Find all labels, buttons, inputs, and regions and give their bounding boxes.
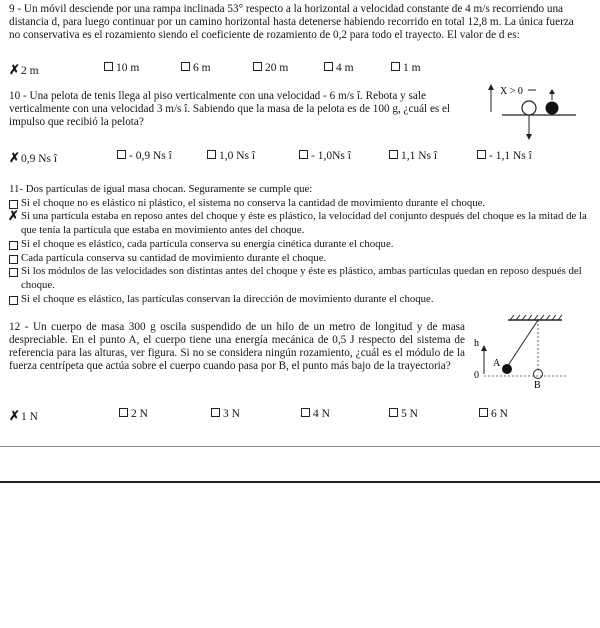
- question-9: [9, 3, 587, 42]
- q12-option-3[interactable]: 3 N: [211, 408, 240, 420]
- q12-option-5[interactable]: 5 N: [389, 408, 418, 420]
- checkbox-icon: [301, 408, 310, 417]
- q10-option-3[interactable]: 1,0 Ns î: [207, 150, 255, 162]
- question-12-options: [9, 408, 549, 422]
- question-10: [9, 90, 471, 129]
- question-11-text: 11- Dos partículas de igual masa chocan. Seguramente se cumple que:: [9, 183, 313, 195]
- checkbox-icon: [9, 255, 18, 264]
- checkbox-icon: [299, 150, 308, 159]
- divider: [0, 481, 600, 483]
- q11-option-6[interactable]: Si el choque es elástico, las partículas conservan la dirección de movimiento durante el choque.: [9, 293, 591, 307]
- checkbox-icon: [9, 268, 18, 277]
- q10-option-4[interactable]: - 1,0Ns î: [299, 150, 351, 162]
- h-label: h: [474, 338, 479, 349]
- q11-option-5[interactable]: Si los módulos de las velocidades son distintas antes del choque y éste es plástico, ambas partículas quedan en reposo después del choque.: [9, 265, 591, 292]
- checkbox-icon: [477, 150, 486, 159]
- selected-check-icon: ✗: [9, 150, 20, 165]
- question-11-options: [9, 197, 591, 307]
- question-11: [9, 183, 591, 306]
- checkbox-icon: [207, 150, 216, 159]
- q12-option-1[interactable]: ✗1 N: [9, 408, 38, 423]
- checkbox-icon: [181, 62, 190, 71]
- q12-option-2[interactable]: 2 N: [119, 408, 148, 420]
- selected-check-icon: ✗: [9, 408, 20, 423]
- checkbox-icon: [253, 62, 262, 71]
- q12-option-6[interactable]: 6 N: [479, 408, 508, 420]
- checkbox-icon: [324, 62, 333, 71]
- checkbox-icon: [9, 200, 18, 209]
- checkbox-icon: [479, 408, 488, 417]
- q9-option-1[interactable]: ✗2 m: [9, 62, 39, 77]
- q9-option-6[interactable]: 1 m: [391, 62, 421, 74]
- checkbox-icon: [211, 408, 220, 417]
- question-12-text: 12 - Un cuerpo de masa 300 g oscila suspendido de un hilo de un metro de longitud y de masa despreciable. En el punto A, el cuerpo tiene una energía mecánica de 0,5 J respecto del sistema de referencia para las alturas, ver figura. Si no se considera ningún rozamiento, ¿cuál es el módulo de la fuerza centrípeta que actúa sobre el cuerpo cuando pasa por B, el punto más bajo de la trayectoria?: [9, 321, 465, 372]
- question-10-options: [9, 150, 589, 164]
- selected-check-icon: ✗: [8, 208, 19, 224]
- point-b-label: B: [534, 380, 541, 390]
- q10-option-5[interactable]: 1,1 Ns î: [389, 150, 437, 162]
- q10-option-6[interactable]: - 1,1 Ns î: [477, 150, 532, 162]
- q9-option-3[interactable]: 6 m: [181, 62, 211, 74]
- q10-option-1[interactable]: ✗0,9 Ns î: [9, 150, 58, 165]
- checkbox-icon: [117, 150, 126, 159]
- question-12: [9, 321, 465, 373]
- checkbox-icon: [389, 150, 398, 159]
- q9-option-2[interactable]: 10 m: [104, 62, 139, 74]
- checkbox-icon: [389, 408, 398, 417]
- checkbox-icon: [9, 241, 18, 250]
- question-10-text: 10 - Una pelota de tenis llega al piso verticalmente con una velocidad - 6 m/s î. Rebota y sale verticalmente con una velocidad 3 m/s î. Sabiendo que la masa de la pelota es de 100 g, ¿cuál es el impulso que recibió la pelota?: [9, 90, 451, 128]
- selected-check-icon: ✗: [9, 62, 20, 77]
- divider: [0, 446, 600, 447]
- q9-option-5[interactable]: 4 m: [324, 62, 354, 74]
- q11-option-1[interactable]: Si el choque no es elástico ni plástico, el sistema no conserva la cantidad de movimiento durante el choque.: [9, 197, 591, 211]
- checkbox-icon: [119, 408, 128, 417]
- checkbox-icon: [391, 62, 400, 71]
- checkbox-icon: [9, 296, 18, 305]
- q11-option-4[interactable]: Cada partícula conserva su cantidad de movimiento durante el choque.: [9, 252, 591, 266]
- zero-label: 0: [474, 370, 479, 381]
- point-a-label: A: [493, 358, 501, 369]
- question-9-options: [9, 62, 569, 76]
- checkbox-icon: [104, 62, 113, 71]
- q11-option-3[interactable]: Si el choque es elástico, cada partícula conserva su energía cinética durante el choque.: [9, 238, 591, 252]
- q11-option-2[interactable]: ✗ Si una partícula estaba en reposo antes del choque y éste es plástico, la velocidad del conjunto después del choque es la mitad de la que tenía la partícula que estaba en movimiento antes del choque.: [8, 208, 587, 237]
- q9-option-4[interactable]: 20 m: [253, 62, 288, 74]
- q10-option-2[interactable]: - 0,9 Ns î: [117, 150, 172, 162]
- q12-option-4[interactable]: 4 N: [301, 408, 330, 420]
- ball-bounce-diagram: [480, 82, 585, 144]
- axis-label: X > 0: [500, 86, 523, 97]
- pendulum-diagram: [470, 312, 575, 390]
- question-9-text: 9 - Un móvil desciende por una rampa inclinada 53° respecto a la horizontal a velocidad constante de 4 m/s recorriendo una distancia d, para luego continuar por un camino horizontal hasta detenerse habiendo recorrido en total 12,8 m. La única fuerza no conservativa es el rozamiento siendo el coeficiente de rozamiento de 0,2 para todo el trayecto. El valor de d es:: [9, 3, 574, 41]
